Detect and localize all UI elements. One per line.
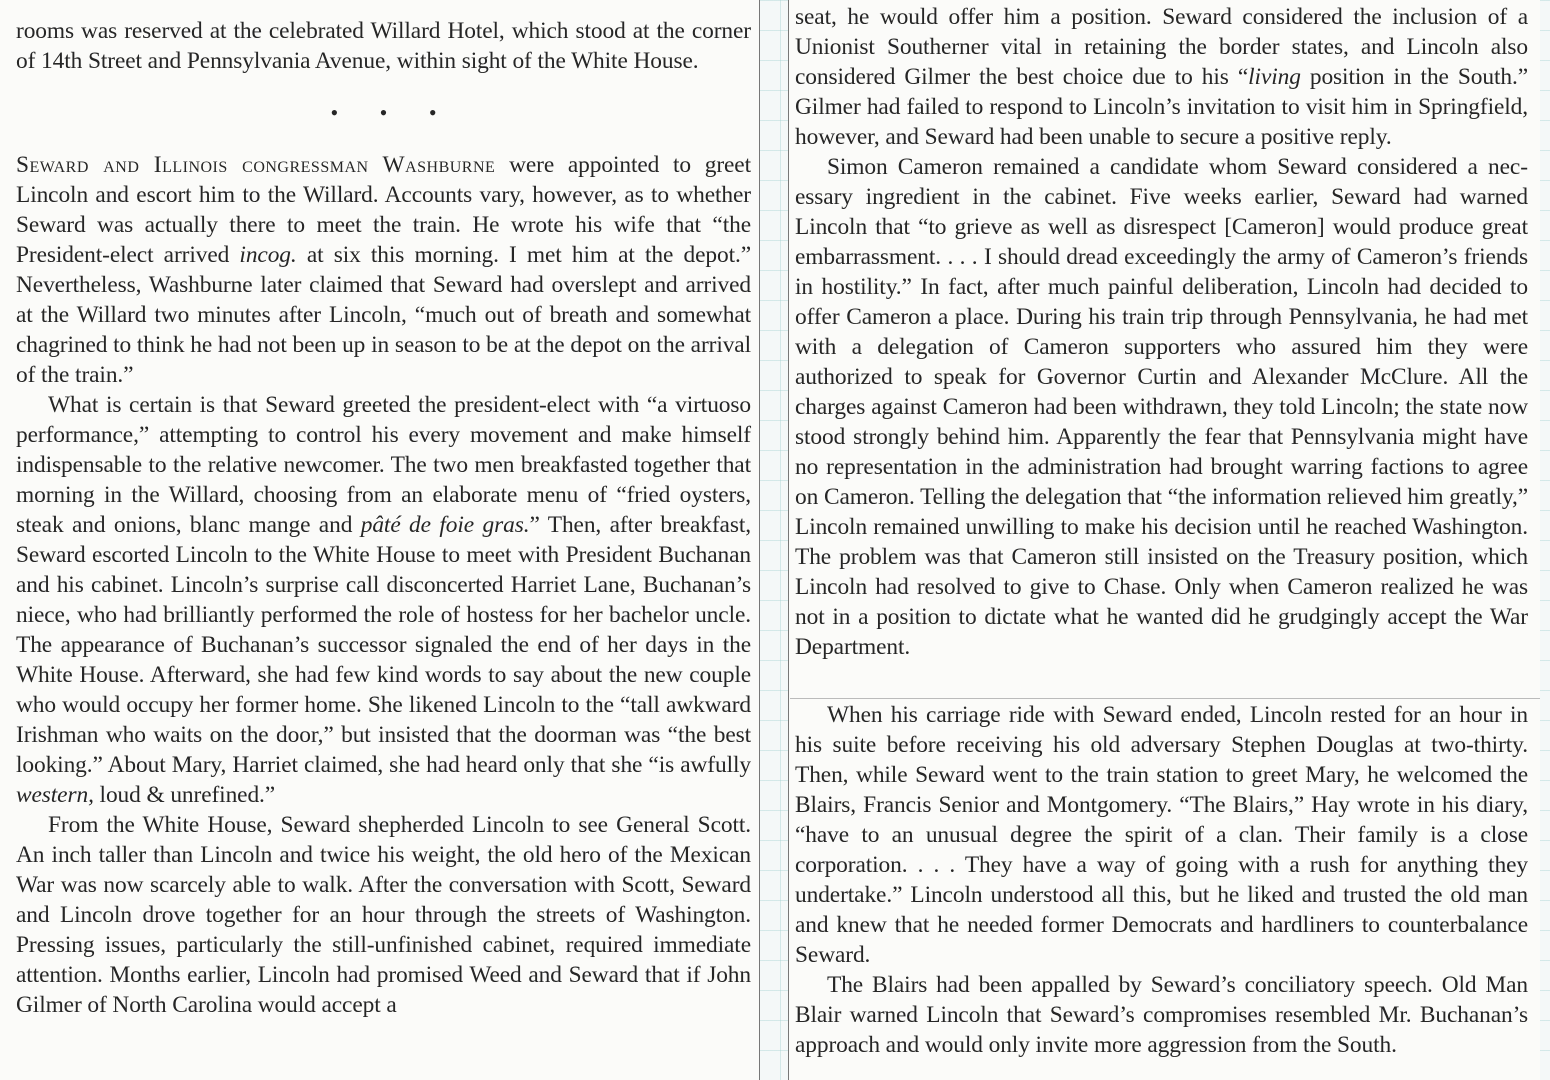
text-run: What is certain is that Seward greeted the president-elect with “a virtuoso performance,” attempting to control his every movement and make himself indispensable to the relative newcomer. The two men breakfasted together that morning in the Willard, choosing from an elaborate menu of “fried oysters, steak and onions, blanc mange and (16, 392, 751, 538)
text-run: loud & unrefined.” (93, 782, 276, 808)
paragraph-blairs: The Blairs had been appalled by Seward’s conciliatory speech. Old Man Blair warned Lincoln that Seward’s compromises resembled Mr. Buchanan’s approach and would only invite more aggression from the South. (795, 972, 1528, 1058)
paragraph-cameron: Simon Cameron remained a candidate whom Seward considered a necessary ingredient in the cabinet. Five weeks earlier, Seward had warned Lincoln that “to grieve as well as disrespect [Cameron] would produce great embarrassment. . . . I should dread exceedingly the army of Cameron’s friends in hostility.” In fact, after much painful deliberation, Lincoln had decided to offer Cameron a place. During his train trip through Pennsylvania, he had met with a delegation of Cameron supporters who assured him they were authorized to speak for Governor Curtin and Alexander McClure. All the charges against Cameron had been withdrawn, they told Lincoln; the state now stood strongly behind him. Apparently the fear that Pennsylvania might have no representation in the administration had brought warring factions to agree on Cameron. Telling the delegation that “the information relieved him greatly,” Lincoln remained unwilling to make his decision until he reached Washington. The problem was that Cameron still insisted on the Treasury position, which Lincoln had resolved to give to Chase. Only when Cameron realized he was not in a position to dictate what he wanted did he grudgingly accept the War Department. (795, 154, 1528, 660)
paragraph-virtuoso-performance (16, 390, 751, 810)
right-page-column (788, 0, 1540, 1080)
paragraph-seward-washburne (16, 150, 751, 390)
right-lower-block (789, 700, 1540, 1060)
section-break: • • • (330, 100, 455, 125)
paste-seam-divider (790, 698, 1540, 699)
text-run: ” Then, after breakfast, Seward escorted Lincoln to the White House to meet with President Buchanan and his cabinet. Lincoln’s surprise call disconcerted Harriet Lane, Buchanan’s niece, who had brilliantly performed the role of hostess for her bachelor uncle. The appearance of Buchanan’s successor signaled the end of her days in the White House. Afterward, she had few kind words to say about the new couple who would occupy her former home. She likened Lincoln to the “tall awkward Irishman who waits on the door,” but insisted that the doorman was “the best looking.” About Mary, Harriet claimed, she had heard only that she “is awfully (16, 512, 751, 778)
text-run: at six this morning. I met him at the depot.” Nevertheless, Washburne later claimed that Seward had overslept and arrived at the Willard two minutes after Lincoln, “much out of breath and somewhat chagrined to think he had not been up in season to be at the depot on the arrival of the train.” (16, 242, 751, 388)
italic-run: pâté de foie gras. (360, 512, 530, 538)
left-page-column (0, 0, 760, 1080)
paragraph-carriage-ride: When his carriage ride with Seward ended, Lincoln rested for an hour in his suite before receiving his old adversary Stephen Douglas at two-thirty. Then, while Seward went to the train station to greet Mary, he welcomed the Blairs, Francis Senior and Montgomery. “The Blairs,” Hay wrote in his diary, “have to an unusual degree the spirit of a clan. Their family is a close corporation. . . . They have a way of going with a rush for anything they undertake.” Lincoln understood all this, but he liked and trusted the old man and knew that he needed former Democrats and hardliners to counterbalance Seward. (795, 702, 1528, 968)
small-caps-lead: Seward and Illinois congressman Washburne (16, 152, 496, 178)
paragraph-general-scott: From the White House, Seward shepherded Lincoln to see General Scott. An inch taller than Lincoln and twice his weight, the old hero of the Mexican War was now scarcely able to walk. After the conversation with Scott, Seward and Lincoln drove together for an hour through the streets of Washington. Pressing issues, particularly the still-unfinished cabinet, required immediate attention. Months earlier, Lincoln had promised Weed and Seward that if John Gilmer of North Carolina would accept a (16, 812, 751, 1018)
text-run: position in the South.” Gilmer had failed to respond to Lincoln’s invitation to visit him in Springfield, however, and Seward had been unable to secure a positive reply. (795, 64, 1528, 150)
text-run: seat, he would offer him a position. Seward considered the inclusion of a Unionist Southerner vital in retaining the border states, and Lincoln also considered Gilmer the best choice due to his “ (795, 4, 1528, 90)
paragraph-gilmer (795, 2, 1528, 152)
italic-run: living (1248, 64, 1301, 90)
text-run: were appointed to greet Lincoln and escort him to the Willard. Accounts vary, however, as to whether Seward was actually there to meet the train. He wrote his wife that “the President-elect arrived (16, 152, 751, 268)
paragraph-willard-hotel: rooms was reserved at the celebrated Willard Hotel, which stood at the corner of 14th Street and Pennsylvania Avenue, within sight of the White House. (16, 18, 751, 74)
italic-run: western, (16, 782, 94, 808)
italic-run: incog. (239, 242, 297, 268)
right-upper-block (789, 2, 1540, 662)
